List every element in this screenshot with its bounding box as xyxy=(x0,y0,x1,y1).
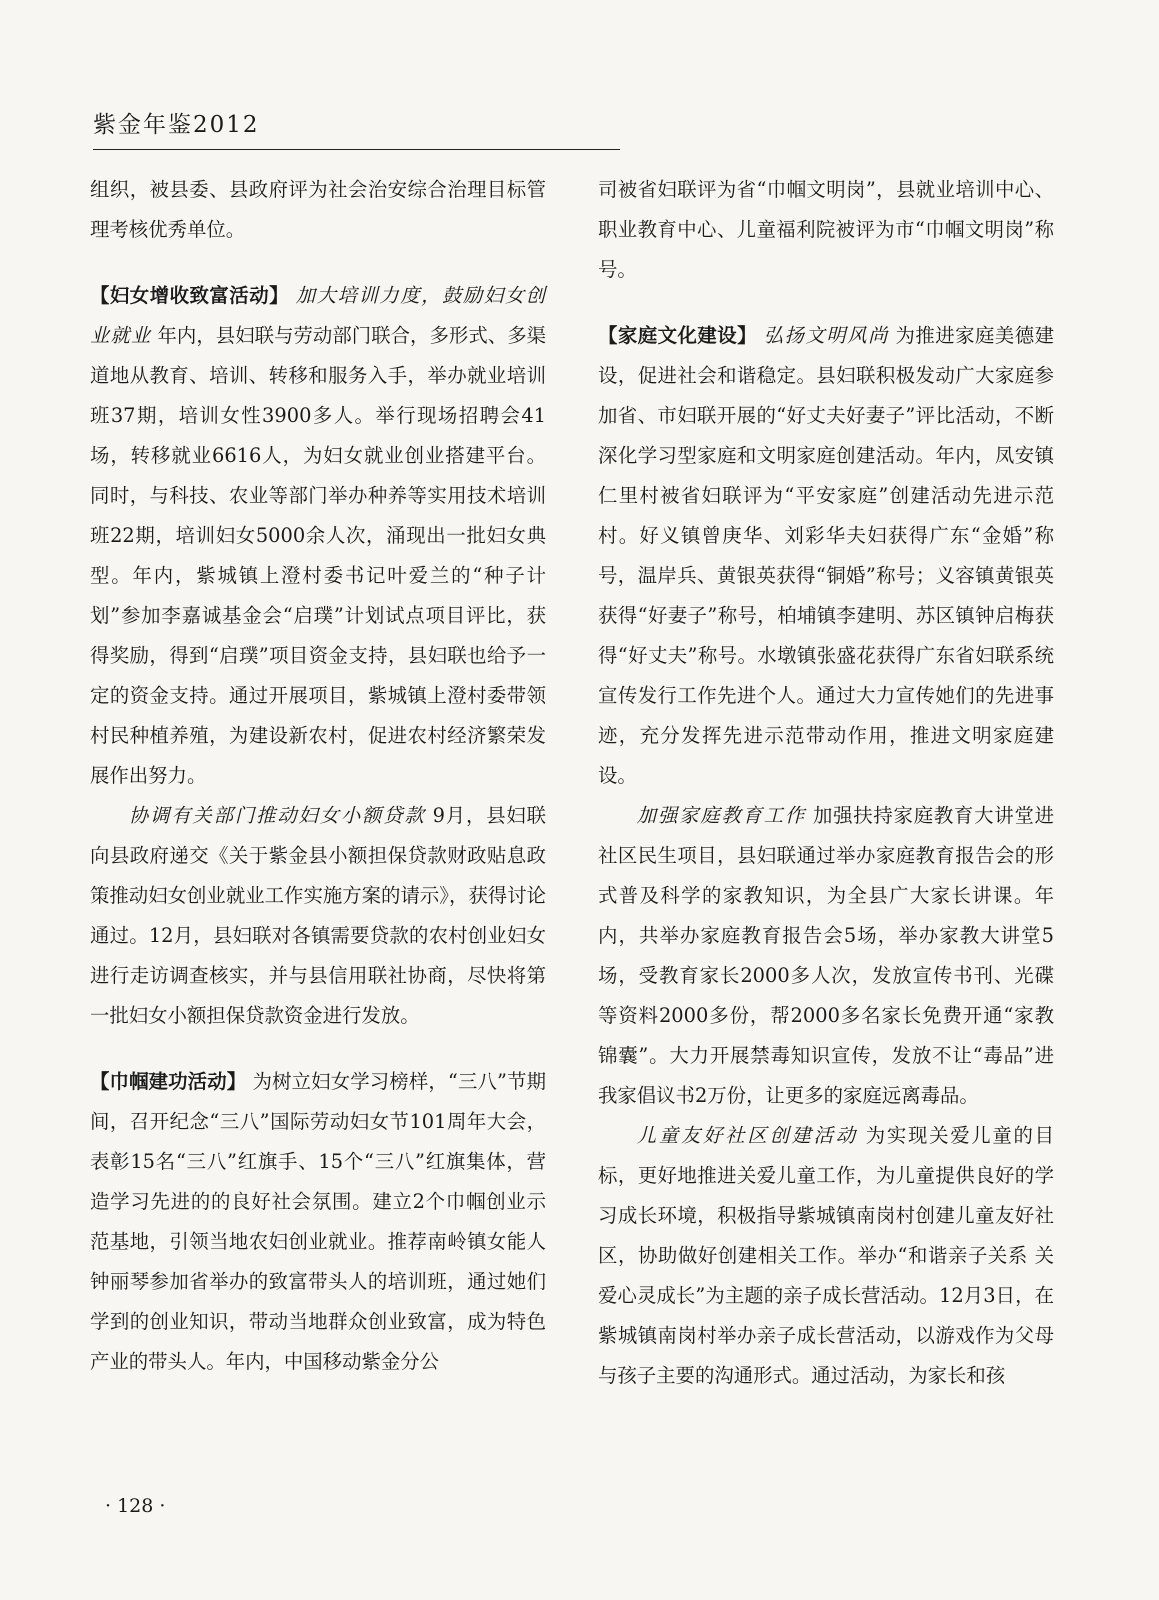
paragraph xyxy=(90,170,546,250)
yearbook-title: 紫金年鉴2012 xyxy=(93,112,260,138)
section-heading: 【家庭文化建设】 xyxy=(598,324,757,347)
paragraph-text: 9月，县妇联向县政府递交《关于紫金县小额担保贷款财政贴息政策推动妇女创业就业工作实施方案的请示》，获得讨论通过。12月，县妇联对各镇需要贷款的农村创业妇女进行走访调查核实，并与县信用联社协商，尽快将第一批妇女小额担保贷款资金进行发放。 xyxy=(90,804,546,1027)
right-column xyxy=(598,170,1054,1396)
header-rule xyxy=(93,149,620,150)
paragraph xyxy=(598,796,1054,1116)
sub-heading: 儿童友好社区创建活动 xyxy=(636,1124,858,1147)
paragraph xyxy=(90,276,546,796)
paragraph-text: 为树立妇女学习榜样，“三八”节期间，召开纪念“三八”国际劳动妇女节101周年大会，表彰15名“三八”红旗手、15个“三八”红旗集体，营造学习先进的的良好社会氛围。建立2个巾帼创业示范基地，引领当地农妇创业就业。推荐南岭镇女能人钟丽琴参加省举办的致富带头人的培训班，通过她们学到的创业知识，带动当地群众创业致富，成为特色产业的带头人。年内，中国移动紫金分公 xyxy=(90,1070,547,1373)
sub-heading: 协调有关部门推动妇女小额贷款 xyxy=(128,804,426,827)
sub-heading: 弘扬文明风尚 xyxy=(763,324,889,347)
sub-heading: 加大培训力度，鼓励妇女创业就业 xyxy=(90,284,547,347)
page-number: · 128 · xyxy=(105,1495,166,1517)
paragraph-text: 司被省妇联评为省“巾帼文明岗”，县就业培训中心、职业教育中心、儿童福利院被评为市“巾帼文明岗”称号。 xyxy=(598,178,1054,281)
section-heading: 【妇女增收致富活动】 xyxy=(90,284,290,307)
running-header xyxy=(93,110,620,140)
paragraph xyxy=(598,316,1054,796)
paragraph xyxy=(90,1062,546,1382)
paragraph-text: 组织，被县委、县政府评为社会治安综合治理目标管理考核优秀单位。 xyxy=(90,178,546,241)
paragraph xyxy=(598,1116,1054,1396)
paragraph-text: 加强扶持家庭教育大讲堂进社区民生项目，县妇联通过举办家庭教育报告会的形式普及科学的家教知识，为全县广大家长讲课。年内，共举办家庭教育报告会5场，举办家教大讲堂5场，受教育家长2000多人次，发放宣传书刊、光碟等资料2000多份，帮2000多名家长免费开通“家教锦囊”。大力开展禁毒知识宣传，发放不让“毒品”进我家倡议书2万份，让更多的家庭远离毒品。 xyxy=(598,804,1055,1107)
left-column xyxy=(90,170,546,1382)
paragraph xyxy=(598,170,1054,290)
paragraph-text: 为实现关爱儿童的目标，更好地推进关爱儿童工作，为儿童提供良好的学习成长环境，积极指导紫城镇南岗村创建儿童友好社区，协助做好创建相关工作。举办“和谐亲子关系 关爱心灵成长”为主题的亲子成长营活动。12月3日，在紫城镇南岗村举办亲子成长营活动，以游戏作为父母与孩子主要的沟通形式。通过活动，为家长和孩 xyxy=(598,1124,1055,1387)
paragraph-text: 为推进家庭美德建设，促进社会和谐稳定。县妇联积极发动广大家庭参加省、市妇联开展的“好丈夫好妻子”评比活动，不断深化学习型家庭和文明家庭创建活动。年内，凤安镇仁里村被省妇联评为“平安家庭”创建活动先进示范村。好义镇曾庚华、刘彩华夫妇获得广东“金婚”称号，温岸兵、黄银英获得“铜婚”称号；义容镇黄银英获得“好妻子”称号，柏埔镇李建明、苏区镇钟启梅获得“好丈夫”称号。水墩镇张盛花获得广东省妇联系统宣传发行工作先进个人。通过大力宣传她们的先进事迹，充分发挥先进示范带动作用，推进文明家庭建设。 xyxy=(598,324,1055,787)
sub-heading: 加强家庭教育工作 xyxy=(636,804,807,827)
paragraph-text: 年内，县妇联与劳动部门联合，多形式、多渠道地从教育、培训、转移和服务入手，举办就业培训班37期，培训女性3900多人。举行现场招聘会41场，转移就业6616人，为妇女就业创业搭建平台。同时，与科技、农业等部门举办种养等实用技术培训班22期，培训妇女5000余人次，涌现出一批妇女典型。年内，紫城镇上澄村委书记叶爱兰的“种子计划”参加李嘉诚基金会“启璞”计划试点项目评比，获得奖励，得到“启璞”项目资金支持，县妇联也给予一定的资金支持。通过开展项目，紫城镇上澄村委带领村民种植养殖，为建设新农村，促进农村经济繁荣发展作出努力。 xyxy=(90,324,547,787)
section-heading: 【巾帼建功活动】 xyxy=(90,1070,247,1093)
paragraph xyxy=(90,796,546,1036)
